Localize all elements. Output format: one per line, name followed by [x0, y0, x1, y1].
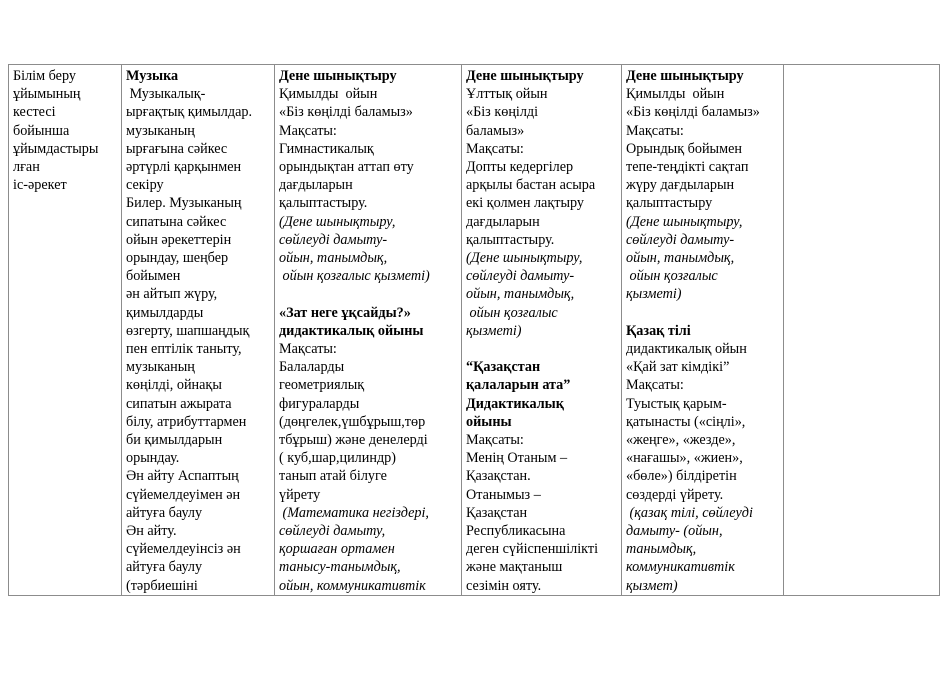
text-line: Гимнастикалық — [279, 140, 374, 157]
text-line: арқылы бастан асыра — [466, 177, 596, 194]
text-line: ойын, танымдық, — [466, 286, 575, 303]
text-line: танымдық, — [626, 541, 697, 558]
text-line: қоршаған ортамен — [279, 541, 395, 558]
text-line: Музыкалық- — [126, 86, 206, 103]
text-line: ойын қозғалыс қызметі) — [279, 268, 430, 285]
text-line: дағдыларын — [466, 213, 540, 230]
text-line: баламыз» — [466, 122, 525, 139]
text-line: ойыны — [466, 413, 512, 430]
text-line: Қазақстан. — [466, 468, 531, 485]
text-line: қызмет) — [626, 577, 678, 594]
text-line: қызметі) — [626, 286, 682, 303]
text-line: Мақсаты: — [466, 432, 524, 449]
text-line: Ән айту. — [126, 523, 177, 540]
text-line: сезімін ояту. — [466, 577, 542, 594]
text-line: ойын, танымдық, — [279, 250, 388, 267]
text-line: «бөле») білдіретін — [626, 468, 737, 485]
text-line: білу, атрибуттармен — [126, 413, 247, 430]
text-line: қызметі) — [466, 322, 522, 339]
text-line: “Қазақстан — [466, 359, 541, 376]
text-line: кестесі — [13, 104, 56, 121]
text-line: ( куб,шар,цилиндр) — [279, 450, 396, 467]
text-line: (Дене шынықтыру, — [279, 213, 396, 230]
text-line: Музыка — [126, 68, 179, 84]
text-line: «Біз көңілді баламыз» — [279, 104, 413, 121]
text-line: ырғақтық қимылдар. — [126, 104, 253, 121]
text-line: айтуға баулу — [126, 559, 203, 576]
text-line: Қимылды ойын — [626, 86, 725, 103]
text-line: Отанымыз – — [466, 486, 541, 503]
text-line: Орындық бойымен — [626, 140, 742, 157]
text-line: және мақтаныш — [466, 559, 563, 576]
text-line: (Математика негіздері, — [279, 504, 429, 521]
text-line: қатынасты («сіңлі», — [626, 413, 746, 430]
text-line: ұйымының — [13, 86, 81, 103]
blank-line — [626, 304, 779, 322]
text-line: деген сүйіспеншілікті — [466, 541, 599, 558]
text-line: ойын, танымдық, — [626, 250, 735, 267]
table-row — [9, 65, 940, 596]
text-line: көңілді, ойнақы — [126, 377, 222, 394]
text-line: Қимылды ойын — [279, 86, 378, 103]
text-line: (дөңгелек,үшбұрыш,төр — [279, 413, 426, 430]
text-line: дағдыларын — [279, 177, 353, 194]
text-line: музыканың — [126, 359, 195, 376]
cell-activity-label — [9, 65, 122, 596]
text-line: «Біз көңілді — [466, 104, 539, 121]
text-line: би қимылдарын — [126, 432, 223, 449]
text-line: ойын әрекеттерін — [126, 231, 232, 248]
text-line: ойын қозғалыс — [626, 268, 718, 285]
text-line: Дене шынықтыру — [466, 68, 584, 84]
text-line: Билер. Музыканың — [126, 195, 242, 212]
cell-empty — [784, 65, 940, 596]
text-line: (тәрбиешіні — [126, 577, 198, 594]
text-line: коммуникативтік — [626, 559, 735, 576]
text-line: Туыстық қарым- — [626, 395, 727, 412]
text-line: дамыту- (ойын, — [626, 523, 723, 540]
text-line: Қазақ тілі — [626, 322, 691, 339]
text-line: Ән айту Аспаптың — [126, 468, 239, 485]
text-line: (қазақ тілі, сөйлеуді — [626, 504, 753, 521]
text-line: геометриялық — [279, 377, 365, 394]
text-line: ойын қозғалыс — [466, 304, 558, 321]
text-line: сипатына сәйкес — [126, 213, 227, 230]
text-line: сөйлеуді дамыту, — [279, 523, 386, 540]
text-line: әртүрлі қарқынмен — [126, 159, 242, 176]
text-line: екі қолмен лақтыру — [466, 195, 584, 212]
text-line: қимылдарды — [126, 304, 204, 321]
text-line: ән айтып жүру, — [126, 286, 218, 303]
text-line: лған — [13, 159, 40, 176]
text-line: (Дене шынықтыру, — [626, 213, 743, 230]
text-line: Мақсаты: — [279, 341, 337, 358]
text-line: Мақсаты: — [626, 377, 684, 394]
text-line: Дене шынықтыру — [626, 68, 744, 84]
text-line: Ұлттық ойын — [466, 86, 548, 103]
text-line: орындау. — [126, 450, 180, 467]
text-line: жүру дағдыларын — [626, 177, 735, 194]
text-line: дидактикалық ойын — [626, 341, 747, 358]
text-line: танысу-танымдық, — [279, 559, 401, 576]
text-line: «Біз көңілді баламыз» — [626, 104, 760, 121]
blank-line — [466, 340, 617, 358]
text-line: «Зат неге ұқсайды?» — [279, 304, 411, 321]
text-line: қалыптастыру — [626, 195, 713, 212]
text-line: ойын, коммуникативтік — [279, 577, 426, 594]
text-line: сөйлеуді дамыту- — [626, 231, 735, 248]
text-line: Менің Отаным – — [466, 450, 568, 467]
text-line: Мақсаты: — [466, 140, 524, 157]
text-line: орындау, шеңбер — [126, 250, 229, 267]
text-line: (Дене шынықтыру, — [466, 250, 583, 267]
text-line: сүйемелдеуінсіз ән — [126, 541, 241, 558]
text-line: қалыптастыру. — [279, 195, 368, 212]
text-line: қалыптастыру. — [466, 231, 555, 248]
text-line: тбұрыш) және денелерді — [279, 432, 428, 449]
cell-physical-education-1 — [275, 65, 462, 596]
text-line: айтуға баулу — [126, 504, 203, 521]
text-line: қалаларын ата” — [466, 377, 571, 394]
text-line: сүйемелдеуімен ән — [126, 486, 241, 503]
text-line: орындықтан аттап өту — [279, 159, 414, 176]
text-line: үйрету — [279, 486, 321, 503]
text-line: өзгерту, шапшаңдық — [126, 322, 250, 339]
text-line: Дидактикалық — [466, 395, 564, 412]
text-line: сөйлеуді дамыту- — [279, 231, 388, 248]
text-line: сөйлеуді дамыту- — [466, 268, 575, 285]
text-line: дидактикалық ойыны — [279, 322, 424, 339]
text-line: танып атай білуге — [279, 468, 387, 485]
blank-line — [279, 285, 457, 303]
text-line: пен ептілік таныту, — [126, 341, 242, 358]
cell-physical-education-2 — [462, 65, 622, 596]
text-line: «нағашы», «жиен», — [626, 450, 743, 467]
cell-physical-education-3 — [622, 65, 784, 596]
text-line: Балаларды — [279, 359, 345, 376]
text-line: сөздерді үйрету. — [626, 486, 724, 503]
text-line: ырғағына сәйкес — [126, 140, 228, 157]
text-line: тепе-теңдікті сақтап — [626, 159, 749, 176]
text-line: ұйымдастыры — [13, 140, 99, 157]
text-line: Білім беру — [13, 68, 76, 84]
text-line: Дене шынықтыру — [279, 68, 397, 84]
text-line: бойымен — [126, 268, 181, 285]
text-line: фигураларды — [279, 395, 360, 412]
text-line: Республикасына — [466, 523, 566, 540]
text-line: Допты кедергілер — [466, 159, 574, 176]
text-line: Қазақстан — [466, 504, 528, 521]
text-line: музыканың — [126, 122, 195, 139]
text-line: Мақсаты: — [279, 122, 337, 139]
cell-music — [122, 65, 275, 596]
activity-plan-table — [8, 64, 940, 596]
text-line: бойынша — [13, 122, 70, 139]
text-line: «жеңге», «жезде», — [626, 432, 736, 449]
text-line: «Қай зат кімдікі” — [626, 359, 730, 376]
text-line: сипатын ажырата — [126, 395, 232, 412]
text-line: іс-әрекет — [13, 177, 67, 194]
text-line: Мақсаты: — [626, 122, 684, 139]
text-line: секіру — [126, 177, 164, 194]
